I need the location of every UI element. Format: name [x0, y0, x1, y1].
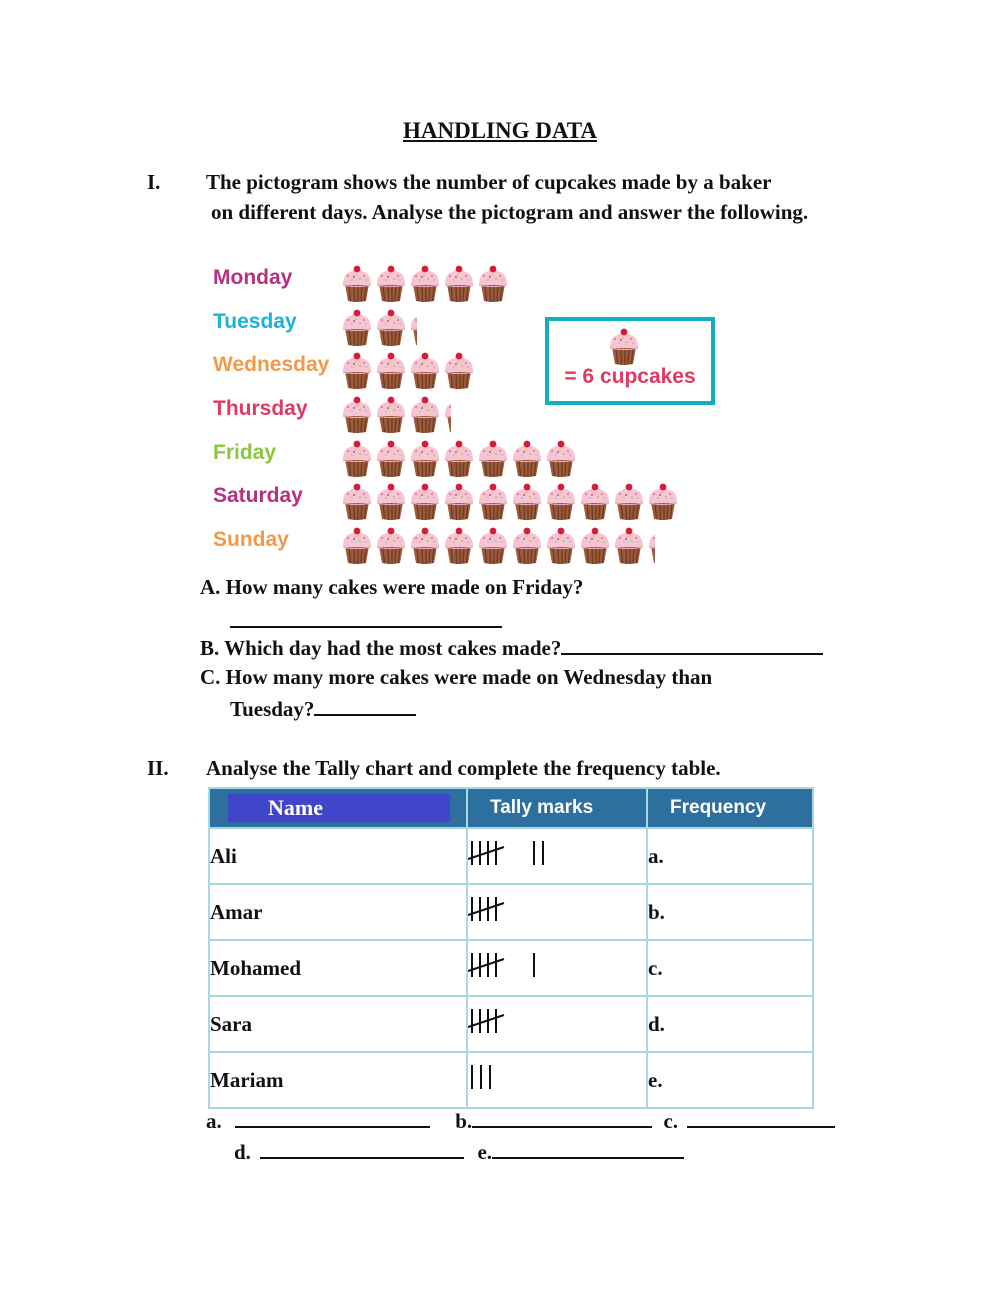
row-name: Sara — [209, 996, 467, 1052]
answer-label-e: e. — [477, 1140, 493, 1164]
frequency-cell-d[interactable]: d. — [647, 996, 813, 1052]
cupcake-icon — [408, 395, 442, 435]
cupcake-icon — [374, 395, 408, 435]
cupcake-icon — [442, 526, 476, 566]
answer-blank-b[interactable] — [561, 635, 823, 655]
answer-input-e[interactable] — [492, 1139, 684, 1159]
partial-cupcake-icon — [408, 308, 417, 348]
row-tally-marks — [467, 1052, 647, 1108]
question-c-continued — [230, 696, 416, 722]
cupcake-row-saturday — [340, 482, 680, 522]
cupcake-icon — [476, 526, 510, 566]
cupcake-icon — [408, 526, 442, 566]
cupcake-icon — [476, 482, 510, 522]
cupcake-icon — [340, 308, 374, 348]
day-label-tuesday: Tuesday — [213, 310, 297, 333]
day-label-saturday: Saturday — [213, 484, 303, 507]
section-1-instruction-line-2: on different days. Analyse the pictogram and answer the following. — [211, 200, 809, 224]
cupcake-icon — [374, 351, 408, 391]
pictogram-key — [545, 317, 715, 405]
question-b-letter: B. — [200, 636, 220, 660]
answer-label-a: a. — [206, 1109, 222, 1133]
frequency-cell-c[interactable]: c. — [647, 940, 813, 996]
question-a-letter: A. — [200, 575, 221, 599]
cupcake-icon — [510, 439, 544, 479]
cupcake-row-sunday — [340, 526, 655, 566]
cupcake-icon — [544, 482, 578, 522]
frequency-cell-b[interactable]: b. — [647, 884, 813, 940]
cupcake-icon — [374, 526, 408, 566]
answer-label-b: b. — [455, 1109, 473, 1133]
answer-line-row-1 — [206, 1108, 835, 1134]
header-frequency: Frequency — [647, 788, 813, 828]
tally-frequency-table — [208, 787, 814, 1109]
row-name: Mohamed — [209, 940, 467, 996]
cupcake-icon — [476, 439, 510, 479]
table-header-row — [209, 788, 813, 828]
row-name: Ali — [209, 828, 467, 884]
row-tally-marks — [467, 828, 647, 884]
section-1-number: I. — [147, 170, 161, 194]
question-c-text: How many more cakes were made on Wednesday than — [225, 665, 713, 689]
cupcake-icon — [374, 308, 408, 348]
cupcake-row-wednesday — [340, 351, 476, 391]
cupcake-row-thursday — [340, 395, 451, 435]
cupcake-icon — [340, 351, 374, 391]
table-row — [209, 996, 813, 1052]
cupcake-icon — [340, 482, 374, 522]
frequency-cell-a[interactable]: a. — [647, 828, 813, 884]
row-name: Mariam — [209, 1052, 467, 1108]
cupcake-icon — [340, 395, 374, 435]
section-2-number: II. — [147, 756, 169, 780]
page-title: HANDLING DATA — [402, 118, 598, 143]
header-name — [209, 788, 467, 828]
frequency-cell-e[interactable]: e. — [647, 1052, 813, 1108]
cupcake-icon — [510, 482, 544, 522]
cupcake-icon — [374, 264, 408, 304]
answer-input-d[interactable] — [260, 1139, 464, 1159]
table-row — [209, 884, 813, 940]
cupcake-icon — [340, 439, 374, 479]
table-row — [209, 940, 813, 996]
cupcake-icon — [578, 482, 612, 522]
day-label-wednesday: Wednesday — [213, 353, 330, 376]
answer-label-c: c. — [663, 1109, 679, 1133]
cupcake-row-tuesday — [340, 308, 417, 348]
cupcake-icon — [612, 482, 646, 522]
cupcake-icon — [408, 482, 442, 522]
cupcake-row-friday — [340, 439, 578, 479]
answer-input-b[interactable] — [472, 1108, 652, 1128]
cupcake-icon — [340, 264, 374, 304]
answer-label-d: d. — [234, 1140, 251, 1164]
cupcake-icon — [646, 482, 680, 522]
answer-blank-c[interactable] — [314, 696, 416, 716]
day-label-friday: Friday — [213, 441, 277, 464]
cupcake-icon — [510, 526, 544, 566]
cupcake-icon — [442, 351, 476, 391]
table-row — [209, 828, 813, 884]
row-tally-marks — [467, 884, 647, 940]
table-row — [209, 1052, 813, 1108]
cupcake-row-monday — [340, 264, 510, 304]
row-name: Amar — [209, 884, 467, 940]
question-b — [200, 635, 823, 661]
day-label-thursday: Thursday — [213, 397, 308, 420]
section-1-instruction-line-1: The pictogram shows the number of cupcakes made by a baker — [206, 170, 772, 194]
cupcake-icon — [340, 526, 374, 566]
row-tally-marks — [467, 940, 647, 996]
cupcake-icon — [374, 439, 408, 479]
question-b-text: Which day had the most cakes made? — [224, 636, 562, 660]
cupcake-icon — [476, 264, 510, 304]
cupcake-icon — [408, 264, 442, 304]
cupcake-icon — [442, 439, 476, 479]
section-2-instruction: Analyse the Tally chart and complete the frequency table. — [206, 756, 721, 780]
day-label-monday: Monday — [213, 266, 293, 289]
question-c-text-2: Tuesday? — [230, 697, 315, 721]
cupcake-icon — [544, 526, 578, 566]
cupcake-icon — [612, 526, 646, 566]
answer-input-c[interactable] — [687, 1108, 835, 1128]
partial-cupcake-icon — [646, 526, 655, 566]
answer-input-a[interactable] — [235, 1108, 430, 1128]
row-tally-marks — [467, 996, 647, 1052]
cupcake-icon — [544, 439, 578, 479]
cupcake-icon — [408, 439, 442, 479]
answer-line-row-2 — [234, 1139, 684, 1165]
answer-blank-a[interactable] — [230, 602, 502, 628]
cupcake-icon — [408, 351, 442, 391]
day-label-sunday: Sunday — [213, 528, 289, 551]
question-a-text: How many cakes were made on Friday? — [225, 575, 584, 599]
header-name-label: Name — [228, 794, 450, 822]
question-a — [200, 575, 583, 600]
header-tally-marks: Tally marks — [467, 788, 647, 828]
key-label: = 6 cupcakes — [564, 365, 696, 388]
question-c — [200, 665, 712, 690]
cupcake-icon — [442, 264, 476, 304]
cupcake-icon — [374, 482, 408, 522]
partial-cupcake-icon — [442, 395, 451, 435]
cupcake-icon — [442, 482, 476, 522]
question-c-letter: C. — [200, 665, 221, 689]
cupcake-icon — [578, 526, 612, 566]
